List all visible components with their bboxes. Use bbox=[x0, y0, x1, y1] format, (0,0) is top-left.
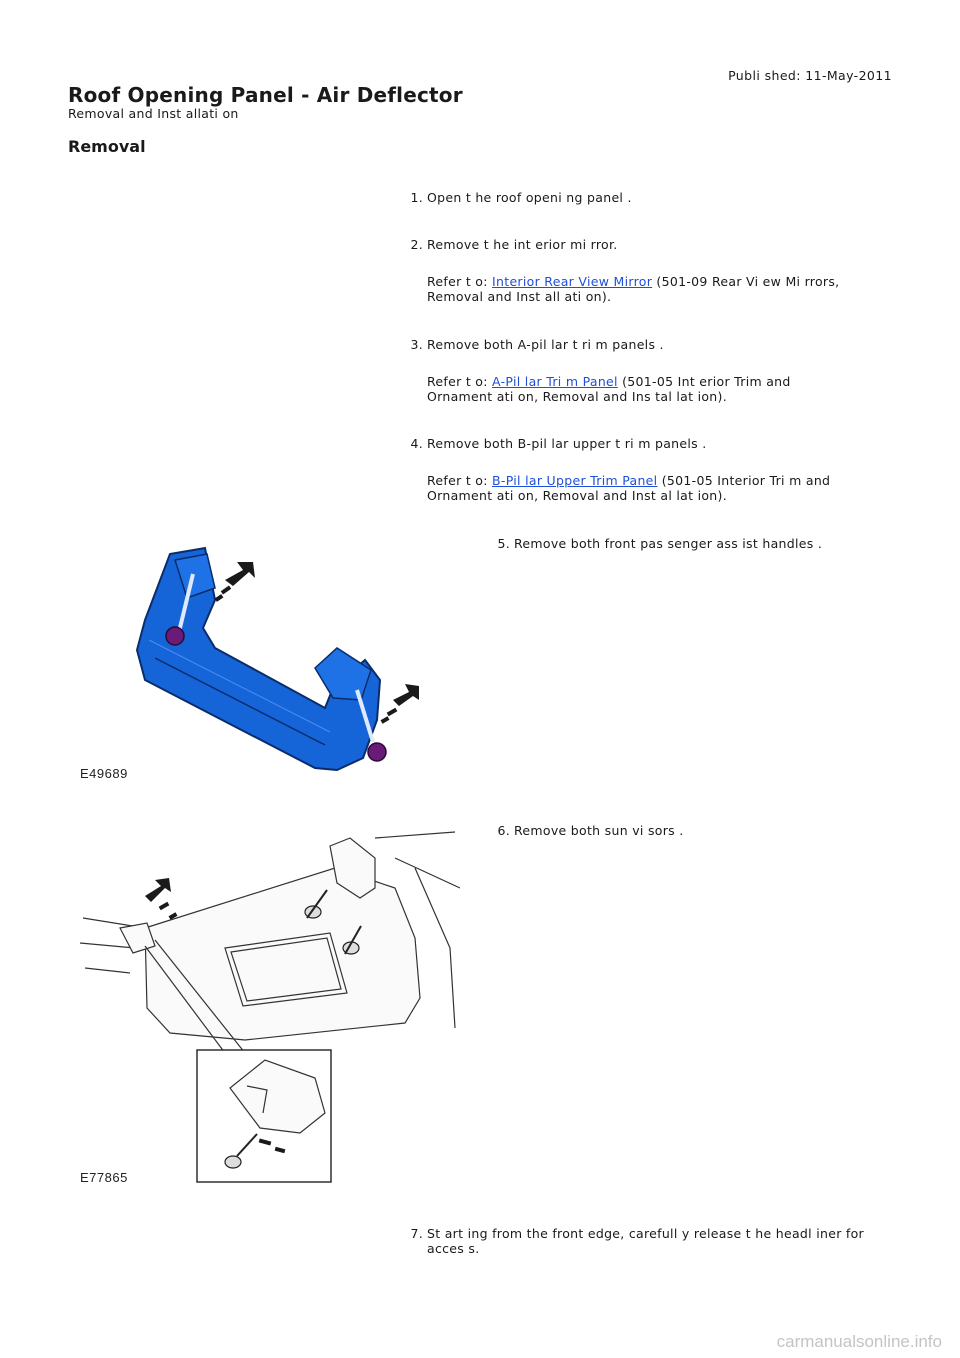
step-number: 2. bbox=[410, 237, 423, 252]
step-4 bbox=[410, 436, 707, 451]
sun-visor-illustration bbox=[75, 828, 460, 1188]
published-date: Publi shed: 11-May-2011 bbox=[728, 68, 892, 83]
ref-prefix: Refer t o: bbox=[427, 374, 493, 389]
section-heading: Removal bbox=[68, 137, 146, 156]
step-text: Remove both sun vi sors . bbox=[514, 823, 684, 838]
step-text: St art ing from the front edge, carefull y release t he headl iner for acces s. bbox=[427, 1226, 864, 1256]
page-subtitle: Removal and Inst allati on bbox=[68, 106, 239, 121]
step-text: Remove both B-pil lar upper t ri m panels . bbox=[427, 436, 707, 451]
figure-label: E77865 bbox=[80, 1170, 128, 1185]
assist-handle-figure bbox=[75, 540, 455, 785]
a-pillar-trim-panel-link[interactable]: A-Pil lar Tri m Panel bbox=[492, 374, 618, 389]
step-7 bbox=[410, 1226, 867, 1256]
page-title: Roof Opening Panel - Air Deflector bbox=[68, 83, 463, 107]
step-1 bbox=[410, 190, 632, 205]
step-text: Remove both front pas senger ass ist handles . bbox=[514, 536, 823, 551]
step-number: 4. bbox=[410, 436, 423, 451]
ref-suffix: (501-05 Interior Tri m and Ornament ati on, Removal and Inst al lat ion). bbox=[427, 473, 831, 503]
ref-suffix: (501-09 Rear Vi ew Mi rrors, Removal and Inst all ati on). bbox=[427, 274, 840, 304]
step-2-reference bbox=[427, 274, 857, 304]
step-text: Open t he roof openi ng panel . bbox=[427, 190, 632, 205]
figure-label: E49689 bbox=[80, 766, 128, 781]
step-4-reference bbox=[427, 473, 857, 503]
ref-prefix: Refer t o: bbox=[427, 274, 493, 289]
step-number: 5. bbox=[497, 536, 510, 551]
ref-prefix: Refer t o: bbox=[427, 473, 493, 488]
assist-handle-illustration bbox=[75, 540, 455, 785]
b-pillar-upper-trim-panel-link[interactable]: B-Pil lar Upper Trim Panel bbox=[492, 473, 658, 488]
step-number: 7. bbox=[410, 1226, 423, 1241]
sun-visor-figure bbox=[75, 828, 460, 1188]
step-2 bbox=[410, 237, 618, 252]
step-number: 1. bbox=[410, 190, 423, 205]
watermark: carmanualsonline.info bbox=[776, 1332, 942, 1351]
step-5 bbox=[497, 536, 823, 551]
step-text: Remove t he int erior mi rror. bbox=[427, 237, 618, 252]
step-3-reference bbox=[427, 374, 857, 404]
step-6 bbox=[497, 823, 684, 838]
step-number: 6. bbox=[497, 823, 510, 838]
interior-rear-view-mirror-link[interactable]: Interior Rear View Mirror bbox=[492, 274, 653, 289]
ref-suffix: (501-05 Int erior Trim and Ornament ati on, Removal and Ins tal lat ion). bbox=[427, 374, 791, 404]
step-number: 3. bbox=[410, 337, 423, 352]
step-text: Remove both A-pil lar t ri m panels . bbox=[427, 337, 664, 352]
step-3 bbox=[410, 337, 664, 352]
